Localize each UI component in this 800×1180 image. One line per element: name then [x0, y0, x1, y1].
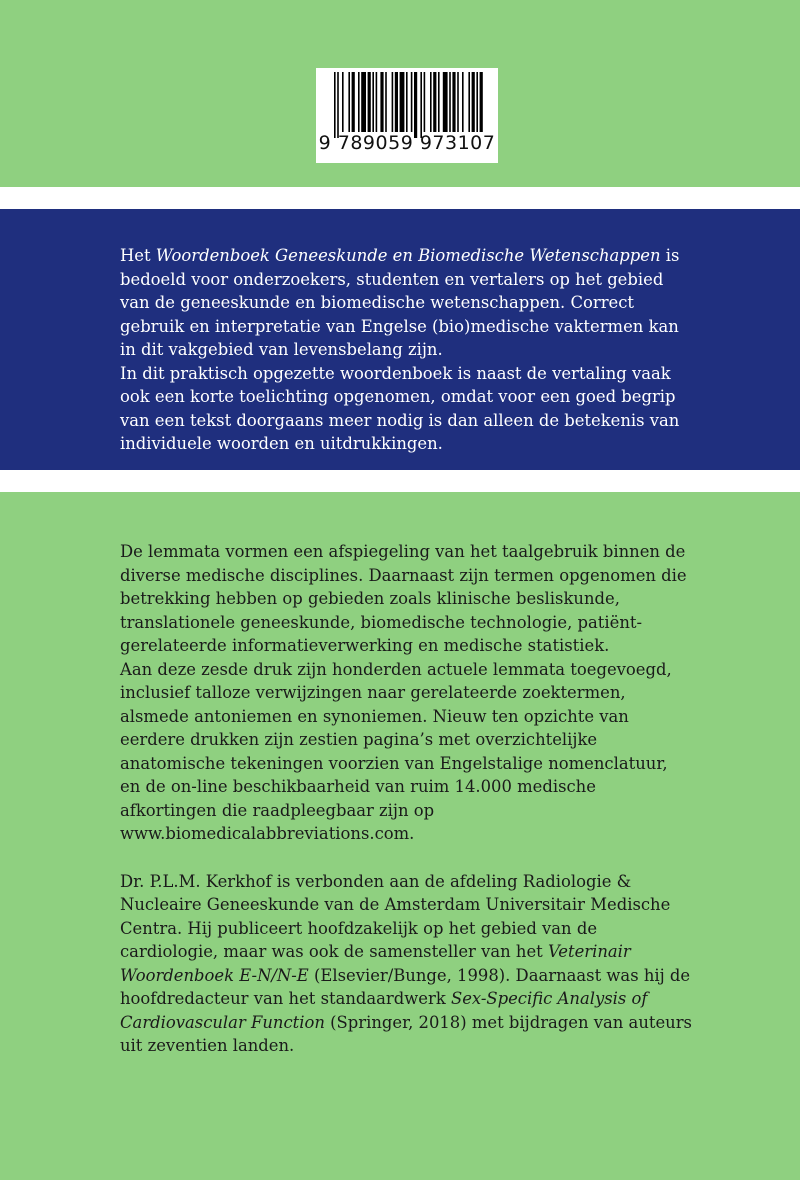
- barcode: [316, 68, 498, 163]
- barcode-bar: [462, 72, 464, 132]
- barcode-bar: [424, 72, 426, 132]
- barcode-bar: [368, 72, 371, 132]
- barcode-bar: [438, 72, 440, 132]
- barcode-bar: [352, 72, 355, 132]
- barcode-bar: [385, 72, 387, 132]
- barcode-bar: [342, 72, 344, 132]
- barcode-bar: [372, 72, 374, 132]
- barcode-bar: [358, 72, 360, 132]
- author-bio: [120, 870, 692, 1058]
- barcode-bar: [414, 72, 417, 138]
- barcode-bar: [472, 72, 475, 132]
- paragraph-gap: [120, 846, 692, 870]
- intro-prefix: Het: [120, 246, 156, 265]
- author-bio-part-3: (Springer, 2018) met bijdragen van auteurs uit zeventien landen.: [120, 1012, 692, 1055]
- book-title: Woordenboek Geneeskunde en Biomedische Wetenschappen: [155, 246, 661, 265]
- barcode-bar: [348, 72, 350, 132]
- barcode-bar: [400, 72, 405, 132]
- description-paragraph-2: In dit praktisch opgezette woordenboek is naast de vertaling vaak ook een korte toelichting opgenomen, omdat voor een goed begrip van een tekst doorgaans meer nodig is dan alleen de betekenis van individuele woorden en uitdrukkingen.: [120, 363, 680, 453]
- intro-suffix: is bedoeld voor onderzoekers, studenten en vertalers op het gebied van de geneeskunde en biomedische wetenschappen. Correct gebruik en interpretatie van Engelse (bio)medische vaktermen kan in dit vakgebied van levensbelang zijn.: [120, 246, 680, 359]
- barcode-bar: [411, 72, 413, 132]
- barcode-bar: [406, 72, 408, 132]
- isbn-number: 9 789059 973107: [318, 132, 496, 154]
- contents-text: [120, 540, 692, 1058]
- barcode-bar: [449, 72, 451, 132]
- barcode-bar: [430, 72, 432, 132]
- barcode-bar: [476, 72, 478, 132]
- author-book-1: Veterinair Woordenboek E-N/N-E: [120, 942, 631, 985]
- description-text: [120, 244, 680, 456]
- top-white-band: [0, 187, 800, 209]
- barcode-bar: [361, 72, 366, 132]
- barcode-bar: [420, 72, 422, 138]
- barcode-bar: [457, 72, 459, 132]
- author-bio-part-1: Dr. P.L.M. Kerkhof is verbonden aan de afdeling Radiologie & Nucleaire Geneeskunde van de Amsterdam Universitair Medische Centra. Hij publiceert hoofdzakelijk op het gebied van de cardiologie, maar was ook de samensteller van het: [120, 871, 671, 961]
- description-paragraph-1: [120, 244, 680, 362]
- barcode-bar: [392, 72, 394, 132]
- barcode-bar: [337, 72, 339, 138]
- barcode-bar: [334, 72, 336, 138]
- contents-paragraph-1: De lemmata vormen een afspiegeling van het taalgebruik binnen de diverse medische disciplines. Daarnaast zijn termen opgenomen die betrekking hebben op gebieden zoals klinische besliskunde, translationele geneeskunde, biomedische technologie, patiënt-gerelateerde informatieverwerking en medische statistiek.: [120, 542, 687, 655]
- barcode-bar: [452, 72, 455, 132]
- barcode-bar: [480, 72, 483, 132]
- contents-paragraph-2: Aan deze zesde druk zijn honderden actuele lemmata toegevoegd, inclusief talloze verwijzingen naar gerelateerde zoektermen, alsmede antoniemen en synoniemen. Nieuw ten opzichte van eerdere drukken zijn zestien pagina’s met overzichtelijke anatomische tekeningen voorzien van Engelstalige nomenclatuur, en de on-line beschikbaarheid van ruim 14.000 medische afkortingen die raadpleegbaar zijn op www.biomedicalabbreviations.com.: [120, 659, 672, 843]
- barcode-bar: [376, 72, 378, 132]
- author-book-2: Sex-Specific Analysis of Cardiovascular Function: [120, 989, 648, 1032]
- barcode-bar: [468, 72, 470, 132]
- barcode-bar: [395, 72, 398, 132]
- barcode-bar: [443, 72, 448, 132]
- barcode-bar: [380, 72, 383, 132]
- barcode-bar: [433, 72, 436, 132]
- bottom-white-band: [0, 470, 800, 492]
- author-bio-part-2: (Elsevier/Bunge, 1998). Daarnaast was hij de hoofdredacteur van het standaardwerk: [120, 965, 691, 1008]
